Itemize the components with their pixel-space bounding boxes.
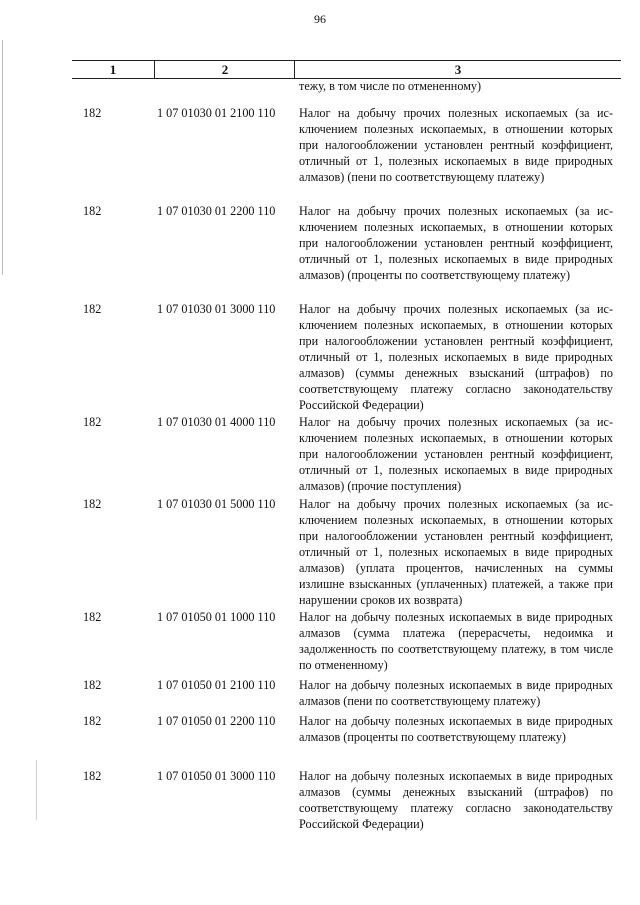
kbk-code-cell: 1 07 01050 01 2100 110	[157, 678, 276, 692]
column-header-2: 2	[154, 60, 295, 79]
admin-code-cell: 182	[83, 497, 102, 511]
admin-code-cell: 182	[83, 204, 102, 218]
admin-code-cell: 182	[83, 610, 102, 624]
kbk-code-cell: 1 07 01030 01 3000 110	[157, 302, 276, 316]
description-cell: Налог на добычу полезных ископаемых в виде природных алмазов (суммы денежных взысканий (штрафов) по соответствующему платежу согласно законодательству Российской Федерации)	[299, 769, 613, 831]
description-cell: Налог на добычу полезных ископаемых в виде природных алмазов (проценты по соответствующему платежу)	[299, 714, 613, 744]
description-cell: Налог на добычу полезных ископаемых в виде природных алмазов (пени по соответствующему платежу)	[299, 678, 613, 708]
description-cell: Налог на добычу прочих полезных ископаемых (за исключением полезных ископаемых, в отношении которых при налогообложении установлен рентный коэффициент, отличный от 1, полезных ископаемых в виде природных алмазов) (уплата процентов, начисленных на суммы излишне взысканных (уплаченных) платежей, а также при нарушении сроков их возврата)	[299, 497, 613, 607]
kbk-code-cell: 1 07 01050 01 2200 110	[157, 714, 276, 728]
admin-code-cell: 182	[83, 769, 102, 783]
description-cell: Налог на добычу прочих полезных ископаемых (за исключением полезных ископаемых, в отношении которых при налогообложении установлен рентный коэффициент, отличный от 1, полезных ископаемых в виде природных алмазов) (пени по соответствующему платежу)	[299, 106, 613, 184]
description-cell: Налог на добычу прочих полезных ископаемых (за исключением полезных ископаемых, в отношении которых при налогообложении установлен рентный коэффициент, отличный от 1, полезных ископаемых в виде природных алмазов) (суммы денежных взысканий (штрафов) по соответствующему платежу согласно законодательству Российской Федерации)	[299, 302, 613, 412]
admin-code-cell: 182	[83, 678, 102, 692]
continuation-text: тежу, в том числе по отмененному)	[299, 79, 482, 93]
kbk-code-cell: 1 07 01030 01 2100 110	[157, 106, 276, 120]
kbk-code-cell: 1 07 01050 01 1000 110	[157, 610, 276, 624]
admin-code-cell: 182	[83, 302, 102, 316]
kbk-code-cell: 1 07 01030 01 5000 110	[157, 497, 276, 511]
kbk-code-cell: 1 07 01050 01 3000 110	[157, 769, 276, 783]
description-cell: Налог на добычу полезных ископаемых в виде природных алмазов (сумма платежа (перерасчеты, недоимка и задолженность по соответствующему платежу, в том числе по отмененному)	[299, 610, 613, 672]
admin-code-cell: 182	[83, 714, 102, 728]
page-number: 96	[314, 12, 326, 26]
description-cell: Налог на добычу прочих полезных ископаемых (за исключением полезных ископаемых, в отношении которых при налогообложении установлен рентный коэффициент, отличный от 1, полезных ископаемых в виде природных алмазов) (проценты по соответствующему платежу)	[299, 204, 613, 282]
column-header-3: 3	[294, 60, 621, 79]
admin-code-cell: 182	[83, 106, 102, 120]
admin-code-cell: 182	[83, 415, 102, 429]
kbk-code-cell: 1 07 01030 01 2200 110	[157, 204, 276, 218]
kbk-code-cell: 1 07 01030 01 4000 110	[157, 415, 276, 429]
description-cell: Налог на добычу прочих полезных ископаемых (за исключением полезных ископаемых, в отношении которых при налогообложении установлен рентный коэффициент, отличный от 1, полезных ископаемых в виде природных алмазов) (прочие поступления)	[299, 415, 613, 493]
scan-margin-line	[36, 760, 37, 820]
scan-margin-line	[2, 40, 3, 275]
column-header-1: 1	[72, 60, 154, 79]
